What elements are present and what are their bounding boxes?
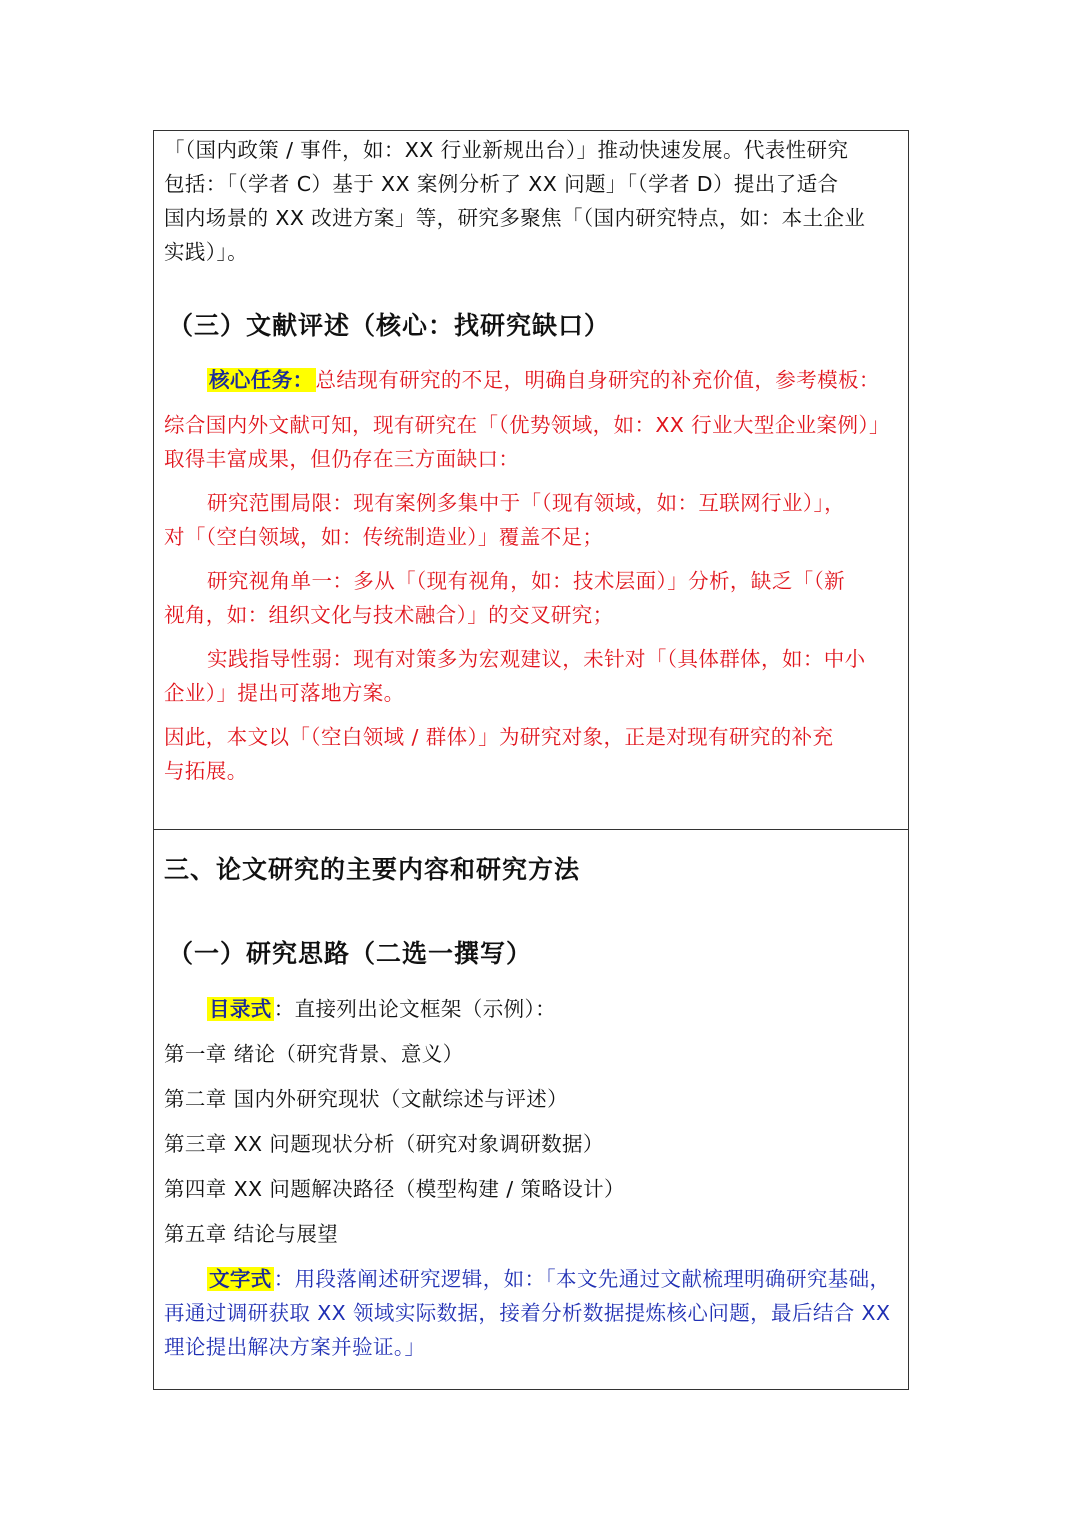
- domestic-review-line: 包括：「（学者 C）基于 XX 案例分析了 XX 问题」「（学者 D）提出了适合: [164, 172, 839, 196]
- chapter-item: 第一章 绪论（研究背景、意义）: [164, 1042, 464, 1066]
- outline-intro-paragraph: [164, 992, 898, 1026]
- core-task-label: 核心任务：: [209, 368, 314, 392]
- gap-2-paragraph: [164, 564, 898, 632]
- domestic-review-line: 「（国内政策 / 事件，如：XX 行业新规出台）」推动快速发展。代表性研究: [164, 138, 849, 162]
- research-content-cell: [154, 830, 908, 1389]
- gap-2-line: 视角，如：组织文化与技术融合）」的交叉研究；: [164, 603, 614, 627]
- conclusion-paragraph: [164, 720, 898, 788]
- core-task-paragraph: [164, 363, 898, 397]
- gap-1-line: 对「（空白领域，如：传统制造业）」覆盖不足；: [164, 525, 604, 549]
- gap-1-paragraph: [164, 486, 898, 554]
- text-style-label: 文字式: [209, 1267, 272, 1291]
- conclusion-line: 因此，本文以「（空白领域 / 群体）」为研究对象，正是对现有研究的补充: [164, 725, 834, 749]
- gap-3-paragraph: [164, 642, 898, 710]
- chapter-item: 第三章 XX 问题现状分析（研究对象调研数据）: [164, 1132, 604, 1156]
- gap-1-line: 研究范围局限：现有案例多集中于「（现有领域，如：互联网行业）」，: [207, 491, 846, 515]
- core-task-text: 总结现有研究的不足，明确自身研究的补充价值，参考模板：: [315, 368, 880, 392]
- domestic-review-paragraph: [164, 133, 898, 269]
- chapter-item: 第五章 结论与展望: [164, 1222, 339, 1246]
- domestic-review-line: 国内场景的 XX 改进方案」等，研究多聚焦「（国内研究特点，如：本土企业: [164, 206, 866, 230]
- proposal-table: [153, 130, 909, 1390]
- outline-intro-text: ：直接列出论文框架（示例）：: [273, 997, 557, 1021]
- conclusion-line: 与拓展。: [164, 759, 248, 783]
- gap-2-line: 研究视角单一：多从「（现有视角，如：技术层面）」分析，缺乏「（新: [207, 569, 846, 593]
- gap-3-line: 实践指导性弱：现有对策多为宏观建议，未针对「（具体群体，如：中小: [207, 647, 866, 671]
- template-intro-line: 综合国内外文献可知，现有研究在「（优势领域，如：XX 行业大型企业案例）」: [164, 413, 890, 437]
- chapter-item: 第四章 XX 问题解决路径（模型构建 / 策略设计）: [164, 1177, 625, 1201]
- domestic-review-line: 实践）」。: [164, 240, 248, 264]
- text-style-paragraph: [164, 1262, 898, 1364]
- text-style-line: 再通过调研获取 XX 领域实际数据，接着分析数据提炼核心问题，最后结合 XX: [164, 1301, 891, 1325]
- outline-label: 目录式: [209, 997, 272, 1021]
- gap-3-line: 企业）」提出可落地方案。: [164, 681, 405, 705]
- literature-review-cell: [154, 131, 908, 830]
- text-style-line-1: ：用段落阐述研究逻辑，如：「本文先通过文献梳理明确研究基础，: [273, 1267, 891, 1291]
- literature-review-heading: （三）文献评述（核心：找研究缺口）: [168, 311, 611, 340]
- text-style-line: [164, 1262, 898, 1296]
- template-intro-line: 取得丰富成果，但仍存在三方面缺口：: [164, 447, 520, 471]
- template-intro-paragraph: [164, 408, 898, 476]
- section-title: 三、论文研究的主要内容和研究方法: [164, 855, 581, 884]
- research-approach-heading: （一）研究思路（二选一撰写）: [168, 939, 533, 968]
- text-style-line: 理论提出解决方案并验证。」: [164, 1335, 426, 1359]
- chapter-item: 第二章 国内外研究现状（文献综述与评述）: [164, 1087, 569, 1111]
